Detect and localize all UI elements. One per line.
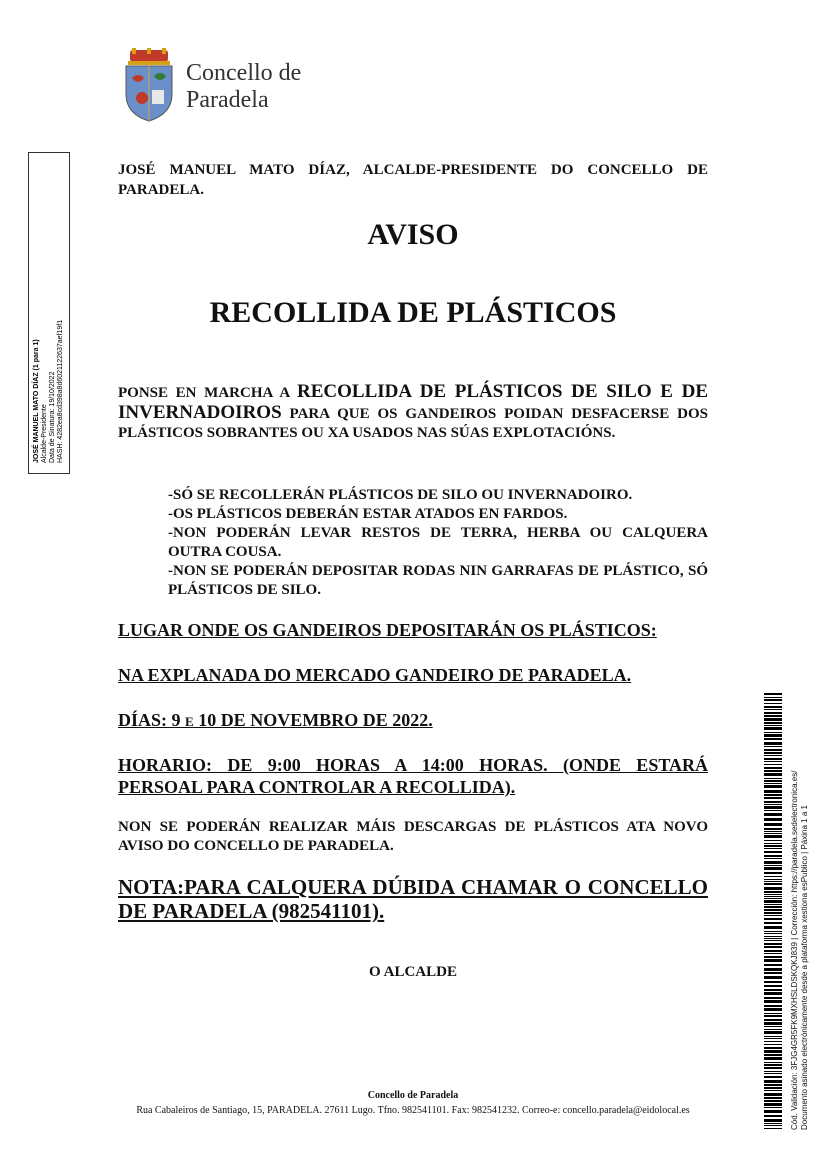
barcode-bar xyxy=(764,823,782,826)
intro-part-3: PARA QUE OS GANDEIROS POIDAN DESFACERSE DOS PLÁSTICOS SOBRANTES OU XA USADOS NAS SÚAS EXPLOTACIÓNS. xyxy=(118,406,708,441)
barcode-bar xyxy=(764,755,782,756)
barcode-bar xyxy=(764,742,782,745)
barcode-bar xyxy=(764,1076,782,1078)
barcode-bar xyxy=(764,1057,782,1060)
barcode-bar xyxy=(764,1123,782,1124)
barcode-bar xyxy=(764,894,782,895)
barcode-bar xyxy=(764,887,782,890)
barcode-bar xyxy=(764,1071,782,1072)
barcode-bar xyxy=(764,940,782,941)
rule-item: -SÓ SE RECOLLERÁN PLÁSTICOS DE SILO OU INVERNADOIRO. xyxy=(168,487,633,503)
barcode-bar xyxy=(764,703,782,704)
barcode-bar xyxy=(764,956,782,958)
barcode-bar xyxy=(764,867,782,870)
barcode-bar xyxy=(764,718,782,721)
days-b: E xyxy=(185,714,194,729)
barcode-bar xyxy=(764,813,782,816)
barcode-bar xyxy=(764,936,782,937)
days-c: 10 DE NOVEMBRO DE 2022. xyxy=(193,710,433,730)
place-heading: LUGAR ONDE OS GANDEIROS DEPOSITARÁN OS PLÁSTICOS: xyxy=(118,620,657,640)
barcode-bar xyxy=(764,1100,782,1102)
barcode-bar xyxy=(764,780,782,782)
barcode-bar xyxy=(764,835,782,838)
barcode-bar xyxy=(764,926,782,929)
barcode-bar xyxy=(764,968,782,971)
barcode-bar xyxy=(764,1044,782,1045)
barcode-bar xyxy=(764,715,782,717)
barcode-bar xyxy=(764,1026,782,1027)
barcode-bar xyxy=(764,900,782,903)
barcode-bar xyxy=(764,764,782,765)
barcode-bar xyxy=(764,909,782,911)
barcode-bar xyxy=(764,985,782,987)
signature-box xyxy=(28,152,70,474)
barcode-bar xyxy=(764,931,782,932)
validation-line-1: Cód. Validación: 3FJG4GR5FK9MXHSLDSKQKJ839 | Corrección: https://paradela.sedelectronica.es/ xyxy=(790,770,799,1130)
barcode-bar xyxy=(764,1073,782,1074)
barcode-bar xyxy=(764,964,782,966)
barcode-bar xyxy=(764,1000,782,1003)
barcode-bar xyxy=(764,773,782,776)
barcode-bar xyxy=(764,1087,782,1089)
barcode-bar xyxy=(764,761,782,762)
barcode-bar xyxy=(764,1128,782,1129)
barcode-bar xyxy=(764,898,782,899)
barcode-bar xyxy=(764,906,782,908)
signer-name: JOSÉ MANUEL MATO DÍAZ (1 para 1) xyxy=(33,339,40,463)
barcode-bar xyxy=(764,881,782,882)
note: NOTA:PARA CALQUERA DÚBIDA CHAMAR O CONCELLO DE PARADELA (982541101). xyxy=(118,875,708,923)
barcode-bar xyxy=(764,1036,782,1037)
barcode-bar xyxy=(764,1038,782,1039)
logo-line-2: Paradela xyxy=(186,87,269,113)
barcode-bar xyxy=(764,933,782,934)
intro-paragraph xyxy=(118,382,708,443)
barcode-bar xyxy=(764,794,782,796)
logo-wordmark xyxy=(186,60,301,114)
barcode-bar xyxy=(764,1119,782,1122)
barcode-bar xyxy=(764,981,782,983)
barcode-bar xyxy=(764,840,782,841)
barcode-bar xyxy=(764,1093,782,1096)
barcode-bar xyxy=(764,938,782,939)
barcode xyxy=(764,693,782,1129)
barcode-bar xyxy=(764,1013,782,1014)
barcode-bar xyxy=(764,896,782,897)
barcode-bar xyxy=(764,833,782,834)
rule-item: -NON PODERÁN LEVAR RESTOS DE TERRA, HERBA OU CALQUERA OUTRA COUSA. xyxy=(168,525,708,560)
barcode-bar xyxy=(764,749,782,751)
barcode-bar xyxy=(764,722,782,724)
barcode-bar xyxy=(764,828,782,830)
signer-role: Alcalde-Presidente xyxy=(41,404,48,463)
barcode-bar xyxy=(764,848,782,849)
barcode-bar xyxy=(764,725,782,726)
barcode-bar xyxy=(764,861,782,864)
rule-item: -NON SE PODERÁN DEPOSITAR RODAS NIN GARRAFAS DE PLÁSTICO, SÓ PLÁSTICOS DE SILO. xyxy=(168,563,708,598)
barcode-bar xyxy=(764,943,782,945)
barcode-bar xyxy=(764,1064,782,1066)
barcode-bar xyxy=(764,879,782,880)
barcode-bar xyxy=(764,883,782,885)
barcode-bar xyxy=(764,1067,782,1069)
rule-item: -OS PLÁSTICOS DEBERÁN ESTAR ATADOS EN FARDOS. xyxy=(168,506,568,522)
barcode-bar xyxy=(764,778,782,779)
barcode-bar xyxy=(764,790,782,793)
barcode-bar xyxy=(764,767,782,769)
barcode-bar xyxy=(764,1084,782,1086)
barcode-bar xyxy=(764,992,782,995)
barcode-bar xyxy=(764,746,782,747)
barcode-bar xyxy=(764,1008,782,1011)
barcode-bar xyxy=(764,989,782,991)
barcode-bar xyxy=(764,1019,782,1021)
barcode-bar xyxy=(764,858,782,859)
barcode-bar xyxy=(764,1062,782,1063)
days xyxy=(118,710,708,731)
validation-line-2: Documento asinado electrónicamente desde a plataforma xestiona esPublico | Páxina 1 a 1 xyxy=(800,805,809,1130)
barcode-bar xyxy=(764,1090,782,1091)
coat-of-arms-icon xyxy=(118,48,180,123)
barcode-bar xyxy=(764,738,782,740)
barcode-bar xyxy=(764,1054,782,1056)
barcode-bar xyxy=(764,804,782,805)
barcode-bar xyxy=(764,801,782,803)
barcode-bar xyxy=(764,1125,782,1126)
barcode-bar xyxy=(764,831,782,832)
notice-subtitle: RECOLLIDA DE PLÁSTICOS xyxy=(209,296,617,329)
notice-title: AVISO xyxy=(367,218,459,251)
footer-name: Concello de Paradela xyxy=(367,1090,459,1101)
validation-text xyxy=(790,771,810,1130)
barcode-bar xyxy=(764,1005,782,1007)
barcode-bar xyxy=(764,972,782,974)
barcode-bar xyxy=(764,904,782,905)
barcode-bar xyxy=(764,891,782,893)
barcode-bar xyxy=(764,845,782,847)
barcode-bar xyxy=(764,785,782,788)
barcode-bar xyxy=(764,918,782,920)
footer-address: Rua Cabaleiros de Santiago, 15, PARADELA. 27611 Lugo. Tfno. 982541101. Fax: 982541232. Correo-e: concello.paradela@eidolocal.es xyxy=(136,1105,690,1116)
barcode-bar xyxy=(764,727,782,730)
rules-list xyxy=(168,486,708,600)
barcode-bar xyxy=(764,1097,782,1099)
place: NA EXPLANADA DO MERCADO GANDEIRO DE PARADELA. xyxy=(118,665,632,685)
notice-paragraph: NON SE PODERÁN REALIZAR MÁIS DESCARGAS DE PLÁSTICOS ATA NOVO AVISO DO CONCELLO DE PARADELA. xyxy=(118,819,708,854)
barcode-bar xyxy=(764,734,782,737)
barcode-bar xyxy=(764,1115,782,1117)
barcode-bar xyxy=(764,1080,782,1083)
barcode-bar xyxy=(764,976,782,979)
barcode-bar xyxy=(764,946,782,948)
intro-part-1: PONSE EN MARCHA A xyxy=(118,385,298,401)
barcode-bar xyxy=(764,912,782,914)
barcode-bar xyxy=(764,709,782,710)
barcode-bar xyxy=(764,915,782,916)
barcode-bar xyxy=(764,758,782,760)
barcode-bar xyxy=(764,1107,782,1108)
barcode-bar xyxy=(764,865,782,866)
barcode-bar xyxy=(764,1050,782,1053)
barcode-bar xyxy=(764,1029,782,1030)
barcode-bar xyxy=(764,997,782,999)
barcode-bar xyxy=(764,1103,782,1106)
barcode-bar xyxy=(764,950,782,952)
barcode-bar xyxy=(764,843,782,844)
barcode-bar xyxy=(764,693,782,695)
barcode-bar xyxy=(764,797,782,799)
barcode-bar xyxy=(764,697,782,698)
barcode-bar xyxy=(764,752,782,754)
signature-date: Data de Sinatura: 19/10/2022 xyxy=(49,371,56,463)
barcode-bar xyxy=(764,1047,782,1049)
barcode-bar xyxy=(764,959,782,962)
barcode-bar xyxy=(764,712,782,714)
barcode-bar xyxy=(764,953,782,954)
schedule: HORARIO: DE 9:00 HORAS A 14:00 HORAS. (ONDE ESTARÁ PERSOAL PARA CONTROLAR A RECOLLIDA). xyxy=(118,755,708,797)
barcode-bar xyxy=(764,1031,782,1034)
intro-part-2: RECOLLIDA DE PLÁSTICOS DE SILO E DE INVERNADOIROS xyxy=(118,381,708,423)
barcode-bar xyxy=(764,732,782,733)
header-paragraph: JOSÉ MANUEL MATO DÍAZ, ALCALDE-PRESIDENTE DO CONCELLO DE PARADELA. xyxy=(118,162,708,198)
signature-hash: HASH: 4282ea8cd398a8d6021122637aef19f1 xyxy=(57,319,64,463)
barcode-bar xyxy=(764,810,782,811)
barcode-bar xyxy=(764,806,782,809)
barcode-bar xyxy=(764,783,782,784)
days-a: DÍAS: 9 xyxy=(118,710,186,730)
signer-title: O ALCALDE xyxy=(369,964,457,980)
barcode-bar xyxy=(764,706,782,708)
barcode-bar xyxy=(764,922,782,924)
logo-line-1: Concello de xyxy=(186,60,302,86)
barcode-bar xyxy=(764,818,782,821)
barcode-bar xyxy=(764,1022,782,1025)
barcode-bar xyxy=(764,1041,782,1042)
barcode-bar xyxy=(764,872,782,874)
barcode-bar xyxy=(764,1110,782,1113)
barcode-bar xyxy=(764,851,782,853)
barcode-bar xyxy=(764,770,782,772)
barcode-bar xyxy=(764,876,782,877)
barcode-bar xyxy=(764,855,782,857)
barcode-bar xyxy=(764,699,782,701)
barcode-bar xyxy=(764,1015,782,1017)
